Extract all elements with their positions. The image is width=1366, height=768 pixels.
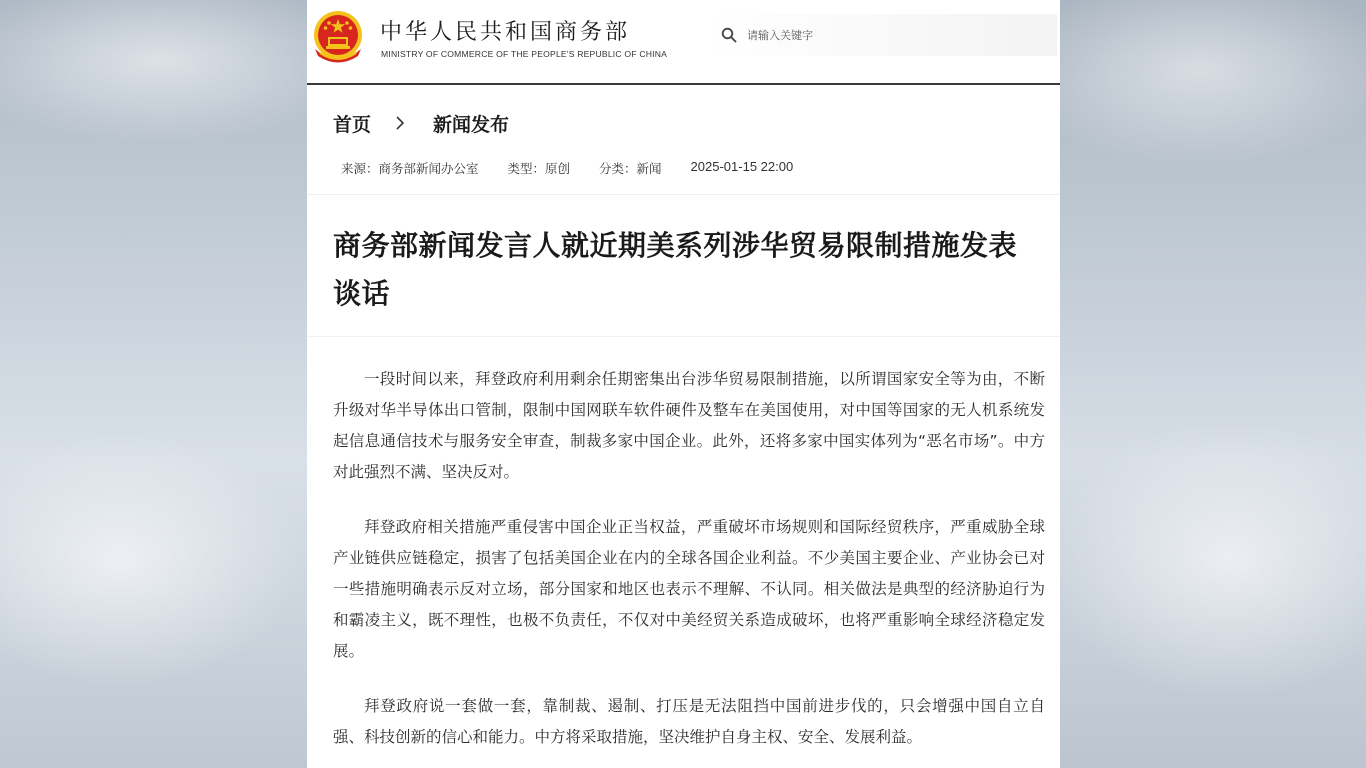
breadcrumb-home[interactable]: 首页 <box>333 113 372 136</box>
search-icon[interactable] <box>721 27 737 43</box>
background-left <box>0 0 307 768</box>
breadcrumb <box>333 110 509 136</box>
chevron-right-icon <box>385 113 415 133</box>
background-right <box>1060 0 1366 768</box>
meta-type: 类型：原创 <box>507 161 571 176</box>
meta-source: 来源：商务部新闻办公室 <box>341 161 479 176</box>
meta-category: 分类：新闻 <box>599 161 662 176</box>
article-body <box>333 364 1045 768</box>
meta-datetime: 2025-01-15 22:00 <box>690 159 794 174</box>
article-paragraph: 拜登政府相关措施严重侵害中国企业正当权益，严重破坏市场规则和国际经贸秩序，严重威胁全球产业链供应链稳定，损害了包括美国企业在内的全球各国企业利益。不少美国主要企业、产业协会已对一些措施明确表示反对立场，部分国家和地区也表示不理解、不认同。相关做法是典型的经济胁迫行为和霸凌主义，既不理性，也极不负责任，不仅对中美经贸关系造成破坏，也将严重影响全球经济稳定发展。 <box>333 518 1045 660</box>
national-emblem-icon[interactable] <box>311 9 365 65</box>
site-subtitle: MINISTRY OF COMMERCE OF THE PEOPLE'S REPUBLIC OF CHINA <box>381 49 668 59</box>
breadcrumb-current[interactable]: 新闻发布 <box>433 113 510 136</box>
article-meta <box>341 159 822 177</box>
article-paragraph: 拜登政府说一套做一套，靠制裁、遏制、打压是无法阻挡中国前进步伐的，只会增强中国自立自强、科技创新的信心和能力。中方将采取措施，坚决维护自身主权、安全、发展利益。 <box>333 697 1045 746</box>
site-header <box>307 0 1060 85</box>
search-box <box>707 14 1057 56</box>
article-page <box>307 0 1060 768</box>
divider <box>307 336 1060 337</box>
article-title: 商务部新闻发言人就近期美系列涉华贸易限制措施发表谈话 <box>333 229 1018 310</box>
article-paragraph: 一段时间以来，拜登政府利用剩余任期密集出台涉华贸易限制措施，以所谓国家安全等为由，不断升级对华半导体出口管制，限制中国网联车软件硬件及整车在美国使用，对中国等国家的无人机系统发起信息通信技术与服务安全审查，制裁多家中国企业。此外，还将多家中国实体列为“恶名市场”。中方对此强烈不满、坚决反对。 <box>333 370 1045 481</box>
search-input[interactable] <box>747 24 1027 46</box>
site-title[interactable]: 中华人民共和国商务部 <box>380 20 631 45</box>
divider <box>307 194 1060 195</box>
